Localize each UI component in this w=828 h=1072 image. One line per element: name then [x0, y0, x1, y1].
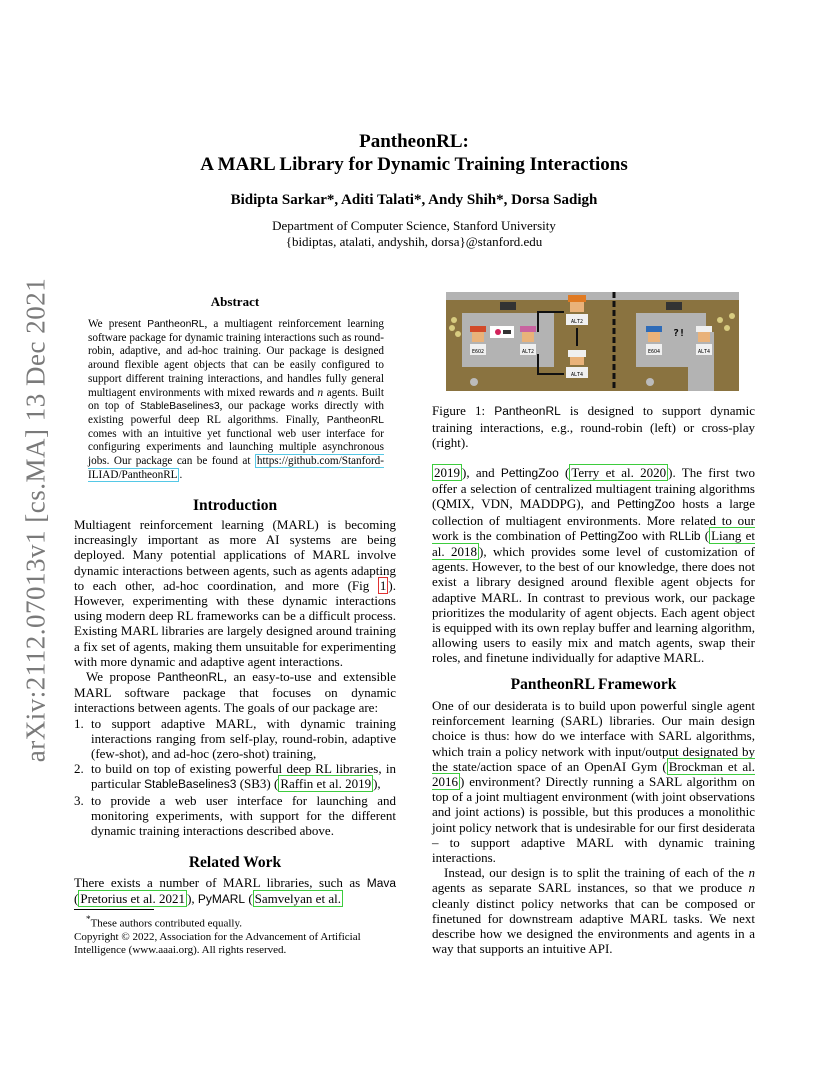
text-run: , an easy-to-use and extensible MARL software package that focuses on dynamic interactions between agents. The goals of our package are: [74, 669, 396, 716]
overcooked-figure [446, 292, 739, 391]
footnote [74, 913, 396, 957]
goal-text: to support adaptive MARL, with dynamic training interactions ranging from self-play, round-robin, adaptive (few-shot), and ad-hoc (zero-shot) training, [91, 715, 396, 762]
github-link[interactable]: https://github.com/Stanford-ILIAD/PantheonRL [88, 455, 384, 481]
text-run: ). However, experimenting with these dynamic interactions using modern deep RL frameworks can be a difficult process. Existing MARL libraries are largely designed around training a fix set of agents, making them unsuitable for experimenting with more dynamic and adaptive agent interactions. [74, 577, 396, 669]
text-run: ( [558, 465, 570, 480]
abstract-run: . [179, 468, 183, 481]
text-run: Instead, our design is to split the training of each of the [444, 865, 749, 881]
abstract-run: agents. Built on top of [88, 386, 384, 413]
goal-item [74, 761, 396, 792]
related-work-heading: Related Work [188, 854, 282, 871]
abstract-text [88, 318, 384, 482]
text-run: hosts a large collection of multiagent environments. More related to our work is the combination of [432, 496, 755, 543]
goal-text: (SB3) ( [236, 776, 279, 792]
counter-top [446, 292, 739, 300]
goal-text: ), [373, 776, 381, 792]
package-name: PantheonRL [147, 319, 205, 330]
math-n: n [748, 880, 755, 896]
text-run: ), and [462, 465, 501, 480]
citation-link[interactable]: Brockman et al. 2016 [432, 758, 755, 790]
figure-caption [432, 403, 755, 451]
agent-label: E6O4 [647, 349, 661, 355]
text-run: We propose [86, 669, 158, 685]
framework-paragraph-1 [432, 698, 755, 865]
author-list: Bidipta Sarkar*, Aditi Talati*, Andy Shih*, Dorsa Sadigh [230, 192, 598, 208]
related-work-text-right [432, 465, 755, 666]
agent-label: ALT2 [570, 319, 584, 325]
math-n: n [748, 865, 755, 881]
agent-label: E6O2 [471, 349, 485, 355]
citation-link[interactable]: Liang et al. 2018 [432, 527, 755, 560]
introduction-heading: Introduction [192, 497, 278, 514]
arxiv-identifier: arXiv:2112.07013v1 [cs.MA] 13 Dec 2021 [20, 277, 51, 763]
affiliation-block [0, 218, 828, 250]
library-name: PyMARL [197, 892, 246, 907]
math-n: n [317, 386, 324, 399]
goal-text: to build on top of existing powerful deep RL libraries, in particular [91, 761, 396, 792]
speech-bubble-icon [490, 326, 514, 338]
footnote-marker: * [86, 914, 91, 924]
pot-icon [666, 302, 682, 310]
text-run: ). The first two offer a selection of centralized multiagent training algorithms (QMIX, VDN, MADDPG), and [432, 465, 755, 512]
abstract-run: We present [88, 318, 148, 330]
figure-ref-link[interactable]: 1 [379, 577, 387, 593]
agent-label: ALT4 [570, 372, 584, 378]
abstract-run: , a multiagent reinforcement learning software package for dynamic training interactions such as round-robin, adaptive, and ad-hoc training. Our package is designed around flexible agent objects that can be easily configured to support different training interactions, and handles fully general multiagent environments with mixed rewards and [88, 318, 384, 399]
confused-bubble: ?! [672, 328, 686, 339]
affiliation: Department of Computer Science, Stanford University [272, 218, 556, 233]
framework-heading: PantheonRL Framework [510, 676, 677, 693]
library-name: RLLib [669, 528, 701, 543]
package-name: PantheonRL [494, 404, 561, 418]
goal-item [74, 716, 396, 762]
text-run: ( [700, 527, 710, 543]
goal-text: to provide a web user interface for launching and monitoring experiments, with support for the different dynamic training interactions described above. [91, 792, 396, 839]
text-run: One of our desiderata is to build upon powerful single agent reinforcement learning (SARL) libraries. Our main design choice is thus: how do we interface with SARL algorithms, which train a policy network with input/output designated by the state/action space of an OpenAI Gym ( [432, 698, 755, 774]
library-name: StableBaselines3 [140, 401, 220, 413]
overcooked-scene [446, 292, 739, 391]
library-name: PettingZoo [580, 528, 638, 543]
caption-run: Figure 1: [432, 403, 495, 418]
library-name: Mava [366, 876, 396, 890]
library-name: PettingZoo [500, 466, 559, 480]
title-line-1: PantheonRL: [359, 131, 469, 152]
abstract-heading: Abstract [210, 294, 260, 309]
footnote-rule [74, 909, 154, 910]
goal-number: 3. [74, 792, 84, 808]
text-run: ), which provides some level of customization of agents. However, to the best of our knowledge, there does not exist a library designed around flexible agent objects for adaptive MARL. In contrast to previous work, our package prioritizes the modularity of agent objects. Each agent object is equipped with its own replay buffer and learning algorithm, allowing users to easily mix and match agents, swap their roles, and finetune individually for adaptive MARL. [432, 544, 755, 666]
pot-icon [500, 302, 516, 310]
plate-icon [470, 378, 478, 386]
text-run: ), [187, 891, 198, 907]
abstract-run: comes with an intuitive yet functional web user interface for configuring experiments and launching multiple asynchronous jobs. Our package can be found at [88, 427, 384, 468]
text-run: ( [74, 891, 79, 907]
citation-link[interactable]: Samvelyan et al. [254, 891, 341, 907]
citation-link[interactable]: Terry et al. 2020 [571, 465, 667, 480]
abstract-run: , our package works directly with existing powerful deep RL algorithms. Finally, [88, 400, 384, 426]
text-run: with [637, 527, 670, 543]
library-name: PettingZoo [617, 497, 675, 512]
plate-icon [646, 378, 654, 386]
goals-list [74, 716, 396, 839]
goal-number: 1. [74, 715, 84, 731]
copyright-notice: Copyright © 2022, Association for the Advancement of Artificial Intelligence (www.aaai.org). All rights reserved. [74, 930, 361, 957]
goal-item [74, 793, 396, 839]
intro-paragraph-2 [74, 669, 396, 716]
citation-link[interactable]: Raffin et al. 2019 [280, 776, 372, 792]
package-name: PantheonRL [157, 670, 224, 685]
agent-label: ALT4 [697, 349, 711, 355]
equal-contribution-note [74, 913, 396, 931]
footnote-text: These authors contributed equally. [90, 917, 242, 930]
author-emails: {bidiptas, atalati, andyshih, dorsa}@stanford.edu [285, 234, 543, 249]
citation-link[interactable]: 2019 [434, 465, 460, 480]
title-line-2: A MARL Library for Dynamic Training Interactions [200, 154, 628, 175]
library-name: StableBaselines3 [144, 777, 237, 792]
agent-label: ALT2 [521, 349, 535, 355]
paper-title [0, 130, 828, 176]
introduction-text [74, 517, 396, 838]
text-run: There exists a number of MARL libraries, such as [74, 875, 367, 890]
framework-text [432, 698, 755, 956]
related-work-text-left [74, 875, 396, 907]
text-run: Multiagent reinforcement learning (MARL) is becoming increasingly important as more AI systems are being deployed. Many potential applications of MARL involve dynamic interactions between agents, such as agents adapting to each other, ad-hoc coordination, and more (Fig [74, 517, 396, 593]
framework-paragraph-2 [432, 865, 755, 956]
package-name: PantheonRL [326, 414, 384, 426]
caption-run: is designed to support dynamic training interactions, e.g., round-robin (left) or cross-play (right). [432, 403, 755, 450]
text-run: agents as separate SARL instances, so that we produce [432, 880, 749, 896]
goal-number: 2. [74, 761, 84, 777]
text-run: ( [245, 891, 253, 907]
text-run: ) environment? Directly running a SARL algorithm on top of a joint multiagent environment (with joint observations and joint actions) is possible, but this produces a monolithic joint policy network that is undesirable for our first desiderata – to support adaptive MARL with dynamic training interactions. [432, 774, 755, 866]
citation-link[interactable]: Pretorius et al. 2021 [80, 891, 186, 907]
intro-paragraph-1 [74, 517, 396, 669]
text-run: cleanly distinct policy networks that can be composed or finetuned for downstream adaptive MARL tasks. We next describe how we designed the environments and agents in a way that supports an intuitive API. [432, 895, 755, 957]
